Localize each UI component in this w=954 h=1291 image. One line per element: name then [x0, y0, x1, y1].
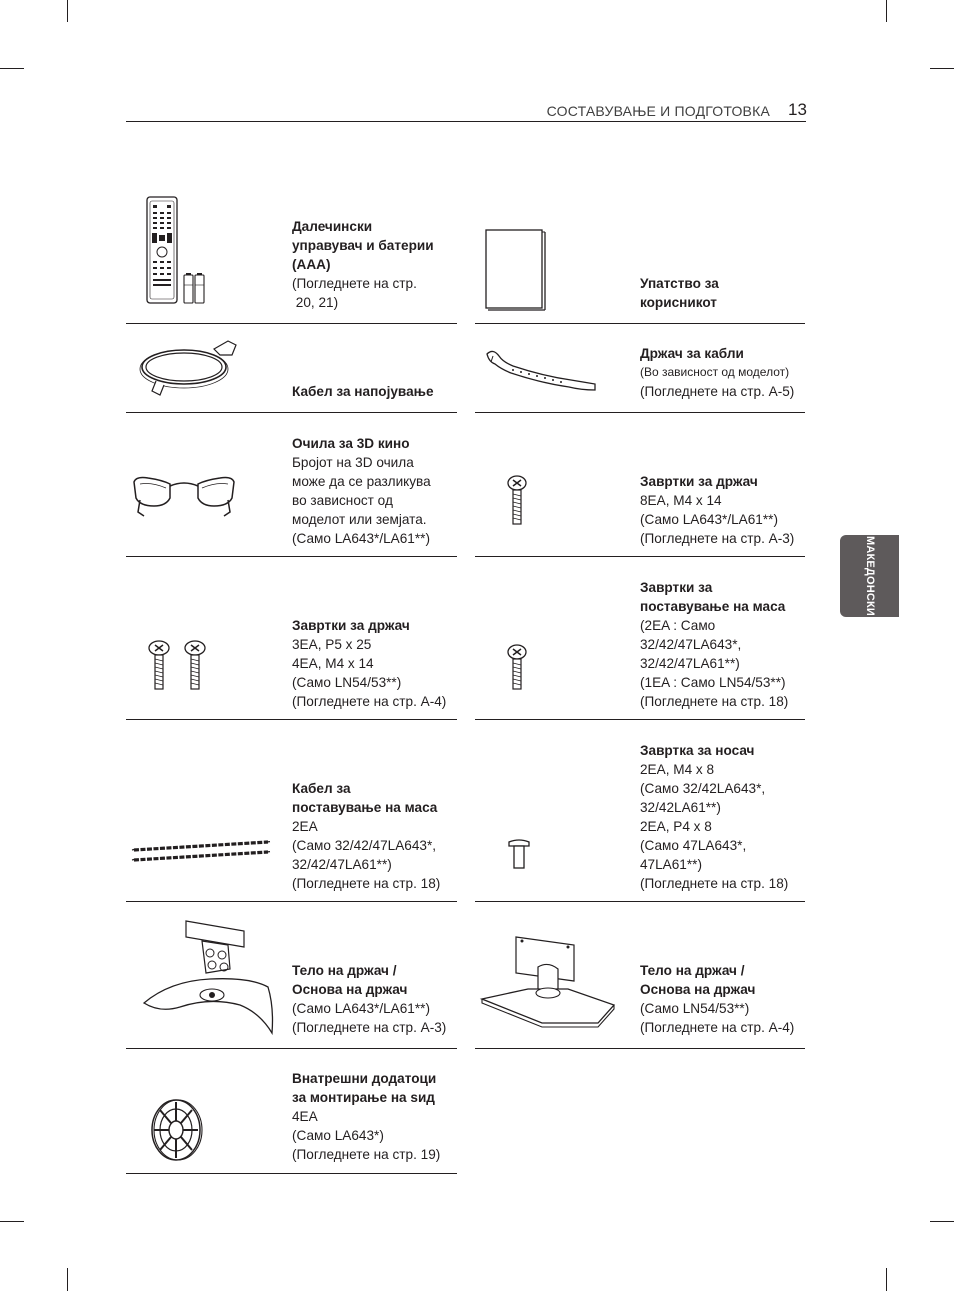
item-detail: (2EA : Само — [640, 618, 716, 633]
row-divider — [475, 719, 805, 720]
item-detail: (Само LN54/53**) — [640, 1001, 750, 1016]
crop-mark — [886, 0, 887, 22]
item-detail: 32/42/47LA61**) — [292, 857, 392, 872]
item-detail: 32/42/47LA643*, — [640, 637, 742, 652]
item-detail: (Само LN54/53**) — [292, 675, 402, 690]
crop-mark — [67, 0, 68, 22]
item-detail: (Само 47LA643*, — [640, 838, 747, 853]
row-divider — [475, 901, 805, 902]
item-title: управувач и батерии — [292, 238, 434, 253]
item-detail: 4EA — [292, 1109, 318, 1124]
item-detail: 32/42/47LA61**) — [640, 656, 740, 671]
item-desk-cable — [292, 779, 440, 893]
item-title: Кабел за — [292, 781, 351, 796]
item-title: Основа на држач — [292, 982, 408, 997]
item-detail: 20, 21) — [292, 295, 339, 310]
row-divider — [126, 323, 457, 324]
row-divider — [475, 412, 805, 413]
desk-cable-icon — [130, 838, 272, 866]
item-title: за монтирање на ѕид — [292, 1090, 435, 1105]
item-stand-body-2 — [640, 961, 794, 1037]
item-detail: (Погледнете на стр. A-3) — [292, 1020, 447, 1035]
item-detail: (Погледнете на стр. A-4) — [292, 694, 447, 709]
crop-mark — [930, 68, 954, 69]
item-title: Завртки за држач — [640, 474, 758, 489]
item-detail: (Само 32/42LA643*, — [640, 781, 766, 796]
item-detail: (Само LA643*/LA61**) — [640, 512, 778, 527]
item-stand-screws-3 — [292, 616, 446, 711]
stand-body-base-icon — [140, 917, 276, 1041]
bracket-screw-icon — [507, 838, 531, 872]
crop-mark — [0, 68, 24, 69]
item-stand-body-1 — [292, 961, 446, 1037]
header-rule — [126, 121, 806, 122]
wall-spacer-icon — [148, 1094, 208, 1166]
item-title: Завртки за — [640, 580, 713, 595]
item-title: поставување на маса — [640, 599, 786, 614]
item-3d-glasses — [292, 434, 431, 548]
item-detail: (Само LA643*/LA61**) — [292, 531, 430, 546]
remote-control-icon — [140, 195, 220, 307]
item-title: Упатство за — [640, 276, 719, 291]
item-manual — [640, 274, 719, 312]
item-detail: (Само LA643*/LA61**) — [292, 1001, 430, 1016]
item-detail: 2EA, P4 x 8 — [640, 819, 712, 834]
item-detail: 32/42LA61**) — [640, 800, 721, 815]
item-detail: може да се разликува — [292, 474, 431, 489]
cable-holder-icon — [483, 346, 603, 396]
item-cable-holder — [640, 344, 794, 401]
row-divider — [126, 556, 457, 557]
crop-mark — [930, 1221, 954, 1222]
row-divider — [126, 719, 457, 720]
item-detail: 2EA — [292, 819, 318, 834]
item-detail: (Само 32/42/47LA643*, — [292, 838, 437, 853]
item-title: Кабел за напојување — [292, 384, 434, 399]
item-title: Очила за 3D кино — [292, 436, 410, 451]
screw-icon — [506, 644, 528, 692]
row-divider — [475, 323, 805, 324]
item-detail: 2EA, M4 x 8 — [640, 762, 715, 777]
item-stand-screws-8 — [640, 472, 794, 548]
item-detail: (Погледнете на стр. — [292, 276, 417, 291]
item-detail: (Погледнете на стр. 18) — [640, 694, 789, 709]
item-title: Тело на држач / — [292, 963, 397, 978]
item-detail: 8EA, M4 x 14 — [640, 493, 722, 508]
item-title: (AAA) — [292, 257, 331, 272]
row-divider — [126, 901, 457, 902]
page-number: 13 — [788, 100, 807, 119]
power-cable-icon — [136, 333, 242, 399]
language-tab[interactable] — [840, 535, 899, 617]
item-title: Завртки за држач — [292, 618, 410, 633]
crop-mark — [886, 1268, 887, 1291]
row-divider — [126, 1173, 457, 1174]
item-title: Основа на држач — [640, 982, 756, 997]
item-detail: Бројот на 3D очила — [292, 455, 414, 470]
item-detail: (Погледнете на стр. A-5) — [640, 384, 795, 399]
item-detail: (Само LA643*) — [292, 1128, 384, 1143]
row-divider — [475, 556, 805, 557]
crop-mark — [67, 1268, 68, 1291]
item-detail: 3EA, P5 x 25 — [292, 637, 372, 652]
item-power-cable — [292, 382, 434, 401]
item-title: Тело на држач / — [640, 963, 745, 978]
screw-icon — [506, 474, 528, 528]
item-detail: (1EA : Само LN54/53**) — [640, 675, 786, 690]
row-divider — [126, 412, 457, 413]
section-title: СОСТАВУВАЊЕ И ПОДГОТОВКА — [546, 103, 770, 119]
crop-mark — [0, 1221, 24, 1222]
item-detail: (Погледнете на стр. 18) — [640, 876, 789, 891]
item-bracket-screw — [640, 741, 788, 893]
row-divider — [126, 1048, 457, 1049]
item-detail: 47LA61**) — [640, 857, 702, 872]
item-desk-screws — [640, 578, 788, 711]
item-title: Држач за кабли — [640, 346, 744, 361]
screws-icon — [146, 638, 210, 694]
item-remote — [292, 217, 434, 312]
stand-body-base-icon — [478, 933, 618, 1029]
item-title: корисникот — [640, 295, 717, 310]
3d-glasses-icon — [128, 468, 240, 522]
item-detail: (Погледнете на стр. 18) — [292, 876, 441, 891]
language-tab-label: МАКЕДОНСКИ — [863, 535, 876, 617]
item-title: Внатрешни додатоци — [292, 1071, 437, 1086]
item-title: Далечински — [292, 219, 373, 234]
item-title: поставување на маса — [292, 800, 438, 815]
item-detail: 4EA, M4 x 14 — [292, 656, 374, 671]
row-divider — [475, 1048, 805, 1049]
item-detail: (Погледнете на стр. A-3) — [640, 531, 795, 546]
item-detail: (Во зависност од моделот) — [640, 365, 790, 379]
item-detail: моделот или земјата. — [292, 512, 427, 527]
item-title: Завртка за носач — [640, 743, 755, 758]
manual-icon — [484, 228, 548, 312]
item-detail: (Погледнете на стр. 19) — [292, 1147, 441, 1162]
item-wall-spacers — [292, 1069, 440, 1164]
item-detail: во зависност од — [292, 493, 393, 508]
item-detail: (Погледнете на стр. A-4) — [640, 1020, 795, 1035]
